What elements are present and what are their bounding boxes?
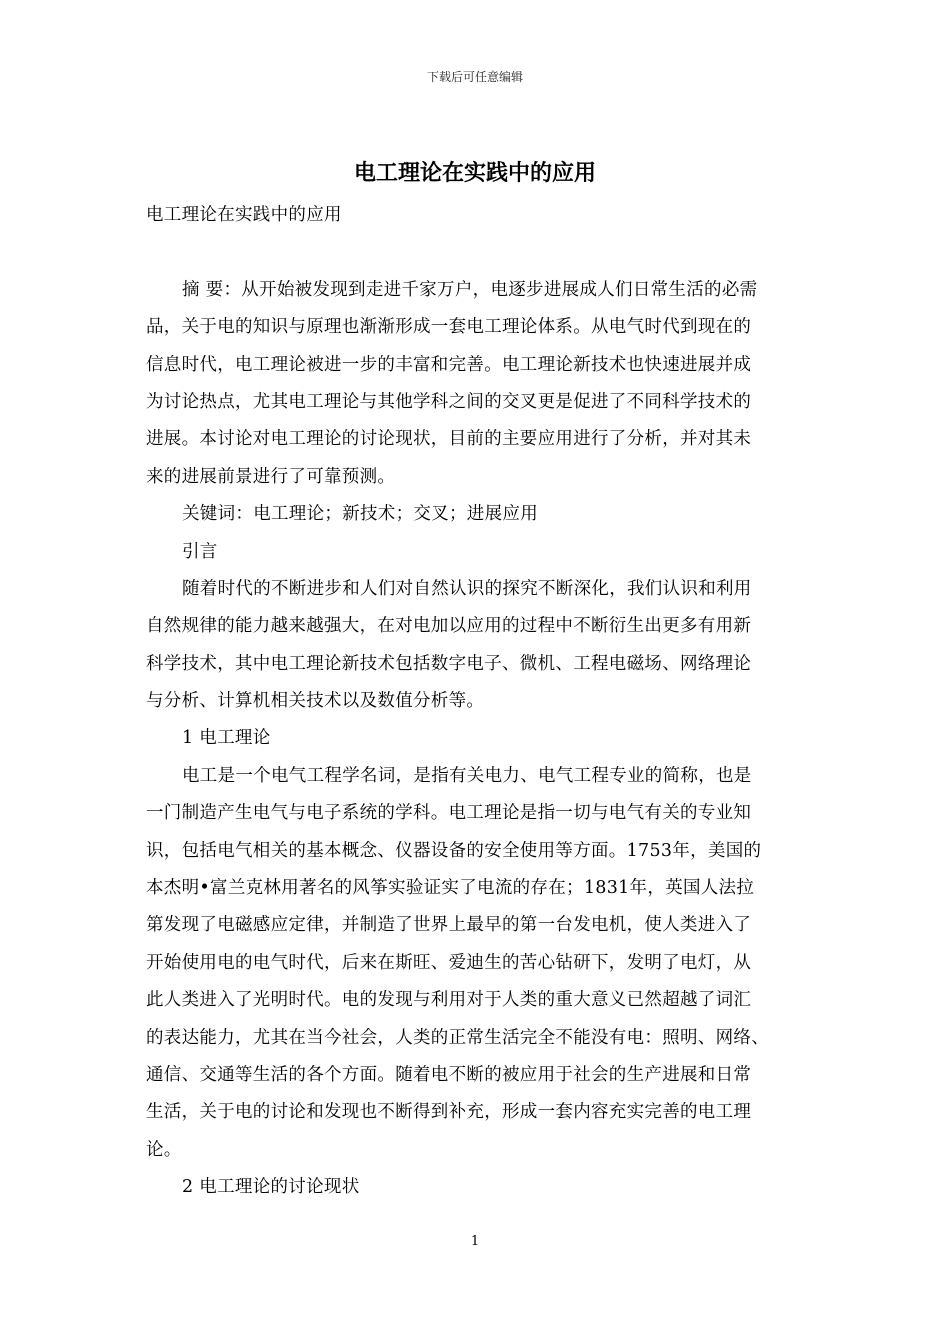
section-heading-1: 1 电工理论 (182, 728, 271, 749)
paragraph-line: 随着时代的不断进步和人们对自然认识的探究不断深化，我们认识和利用 (182, 578, 752, 599)
blank-line (146, 234, 806, 271)
abstract-line: 品，关于电的知识与原理也渐渐形成一套电工理论体系。从电气时代到现在的 (146, 317, 752, 338)
paragraph-line: 一门制造产生电气与电子系统的学科。电工理论是指一切与电气有关的专业知 (146, 803, 752, 824)
paragraph-line: 本杰明•富兰克林用著名的风筝实验证实了电流的存在；1831年，英国人法拉 (146, 878, 755, 899)
document-body (146, 197, 806, 1207)
section-heading-intro: 引言 (182, 541, 218, 562)
paragraph-line: 开始使用电的电气时代，后来在斯旺、爱迪生的苦心钻研下，发明了电灯，从 (146, 952, 752, 973)
subtitle-line: 电工理论在实践中的应用 (146, 205, 342, 225)
paragraph-line: 电工是一个电气工程学名词，是指有关电力、电气工程专业的简称，也是 (182, 765, 752, 786)
abstract-line: 为讨论热点，尤其电工理论与其他学科之间的交叉更是促进了不同科学技术的 (146, 391, 752, 412)
abstract-line: 信息时代，电工理论被进一步的丰富和完善。电工理论新技术也快速进展并成 (146, 354, 752, 375)
abstract-line: 来的进展前景进行了可靠预测。 (146, 466, 396, 487)
page-header: 下载后可任意编辑 (426, 70, 523, 84)
paragraph-line: 此人类进入了光明时代。电的发现与利用对于人类的重大意义已然超越了词汇 (146, 990, 752, 1011)
paragraph-line: 科学技术，其中电工理论新技术包括数字电子、微机、工程电磁场、网络理论 (146, 653, 752, 674)
paragraph-line: 第发现了电磁感应定律，并制造了世界上最早的第一台发电机，使人类进入了 (146, 915, 752, 936)
paragraph-line: 论。 (146, 1139, 182, 1160)
paragraph-line: 与分析、计算机相关技术以及数值分析等。 (146, 691, 485, 712)
paragraph-line: 自然规律的能力越来越强大，在对电加以应用的过程中不断衍生出更多有用新 (146, 616, 752, 637)
paragraph-line: 通信、交通等生活的各个方面。随着电不断的被应用于社会的生产进展和日常 (146, 1064, 752, 1085)
abstract-line: 摘 要：从开始被发现到走进千家万户，电逐步进展成人们日常生活的必需 (182, 279, 758, 300)
section-heading-2: 2 电工理论的讨论现状 (182, 1177, 360, 1198)
document-title: 电工理论在实践中的应用 (353, 161, 596, 186)
paragraph-line: 生活，关于电的讨论和发现也不断得到补充，形成一套内容充实完善的电工理 (146, 1102, 752, 1123)
paragraph-line: 的表达能力，尤其在当今社会，人类的正常生活完全不能没有电：照明、网络、 (146, 1027, 769, 1048)
page-number: 1 (470, 1234, 480, 1249)
keywords-line: 关键词：电工理论；新技术；交叉；进展应用 (182, 504, 538, 525)
abstract-line: 进展。本讨论对电工理论的讨论现状，目前的主要应用进行了分析，并对其未 (146, 429, 752, 450)
paragraph-line: 识，包括电气相关的基本概念、仪器设备的安全使用等方面。1753年，美国的 (146, 840, 762, 861)
